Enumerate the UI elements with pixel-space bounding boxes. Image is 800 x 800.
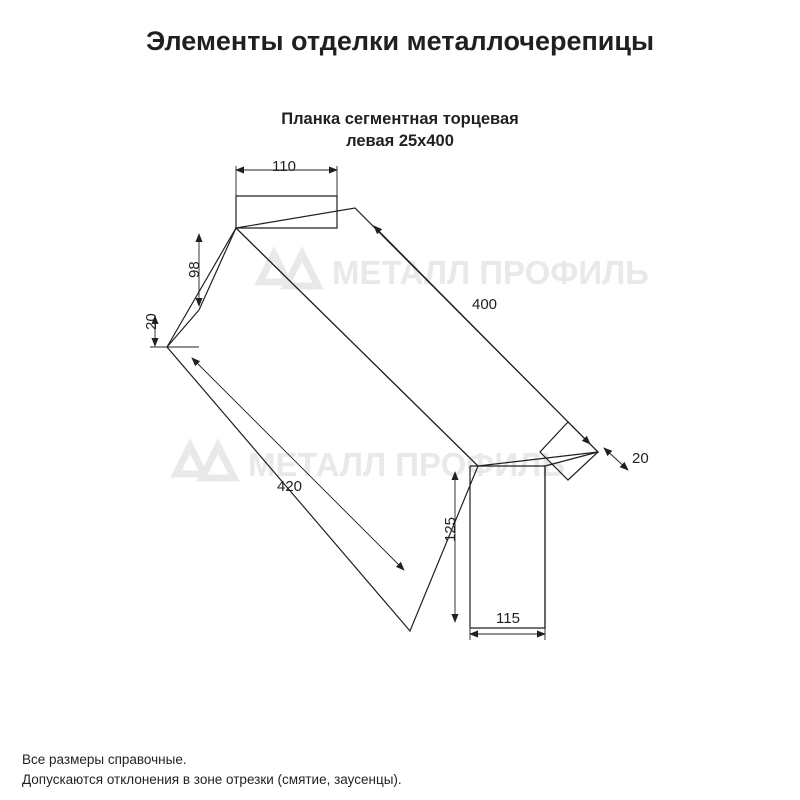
dimension-400: 400 [472,296,498,313]
footnote-line-2: Допускаются отклонения в зоне отрезки (смятие, заусенцы). [22,772,402,787]
dimension-lines [150,166,628,640]
dimension-20-left: 20 [143,313,160,330]
dimension-20-right: 20 [632,450,649,467]
product-name-line1: Планка сегментная торцевая [281,110,519,128]
watermark-group [176,254,649,483]
footnotes [22,750,402,790]
product-name-line2: левая 25х400 [346,132,454,150]
dimension-115: 115 [496,610,520,627]
dimension-125: 125 [442,516,459,542]
dimension-98: 98 [186,261,203,278]
footnote-line-1: Все размеры справочные. [22,752,187,767]
svg-text:МЕТАЛЛ ПРОФИЛЬ: МЕТАЛЛ ПРОФИЛЬ [332,254,650,291]
dimension-110: 110 [272,158,296,175]
page-title: Элементы отделки металлочерепицы [145,26,655,56]
dimension-420: 420 [277,478,303,495]
svg-text:МЕТАЛЛ ПРОФИЛЬ: МЕТАЛЛ ПРОФИЛЬ [248,446,566,483]
